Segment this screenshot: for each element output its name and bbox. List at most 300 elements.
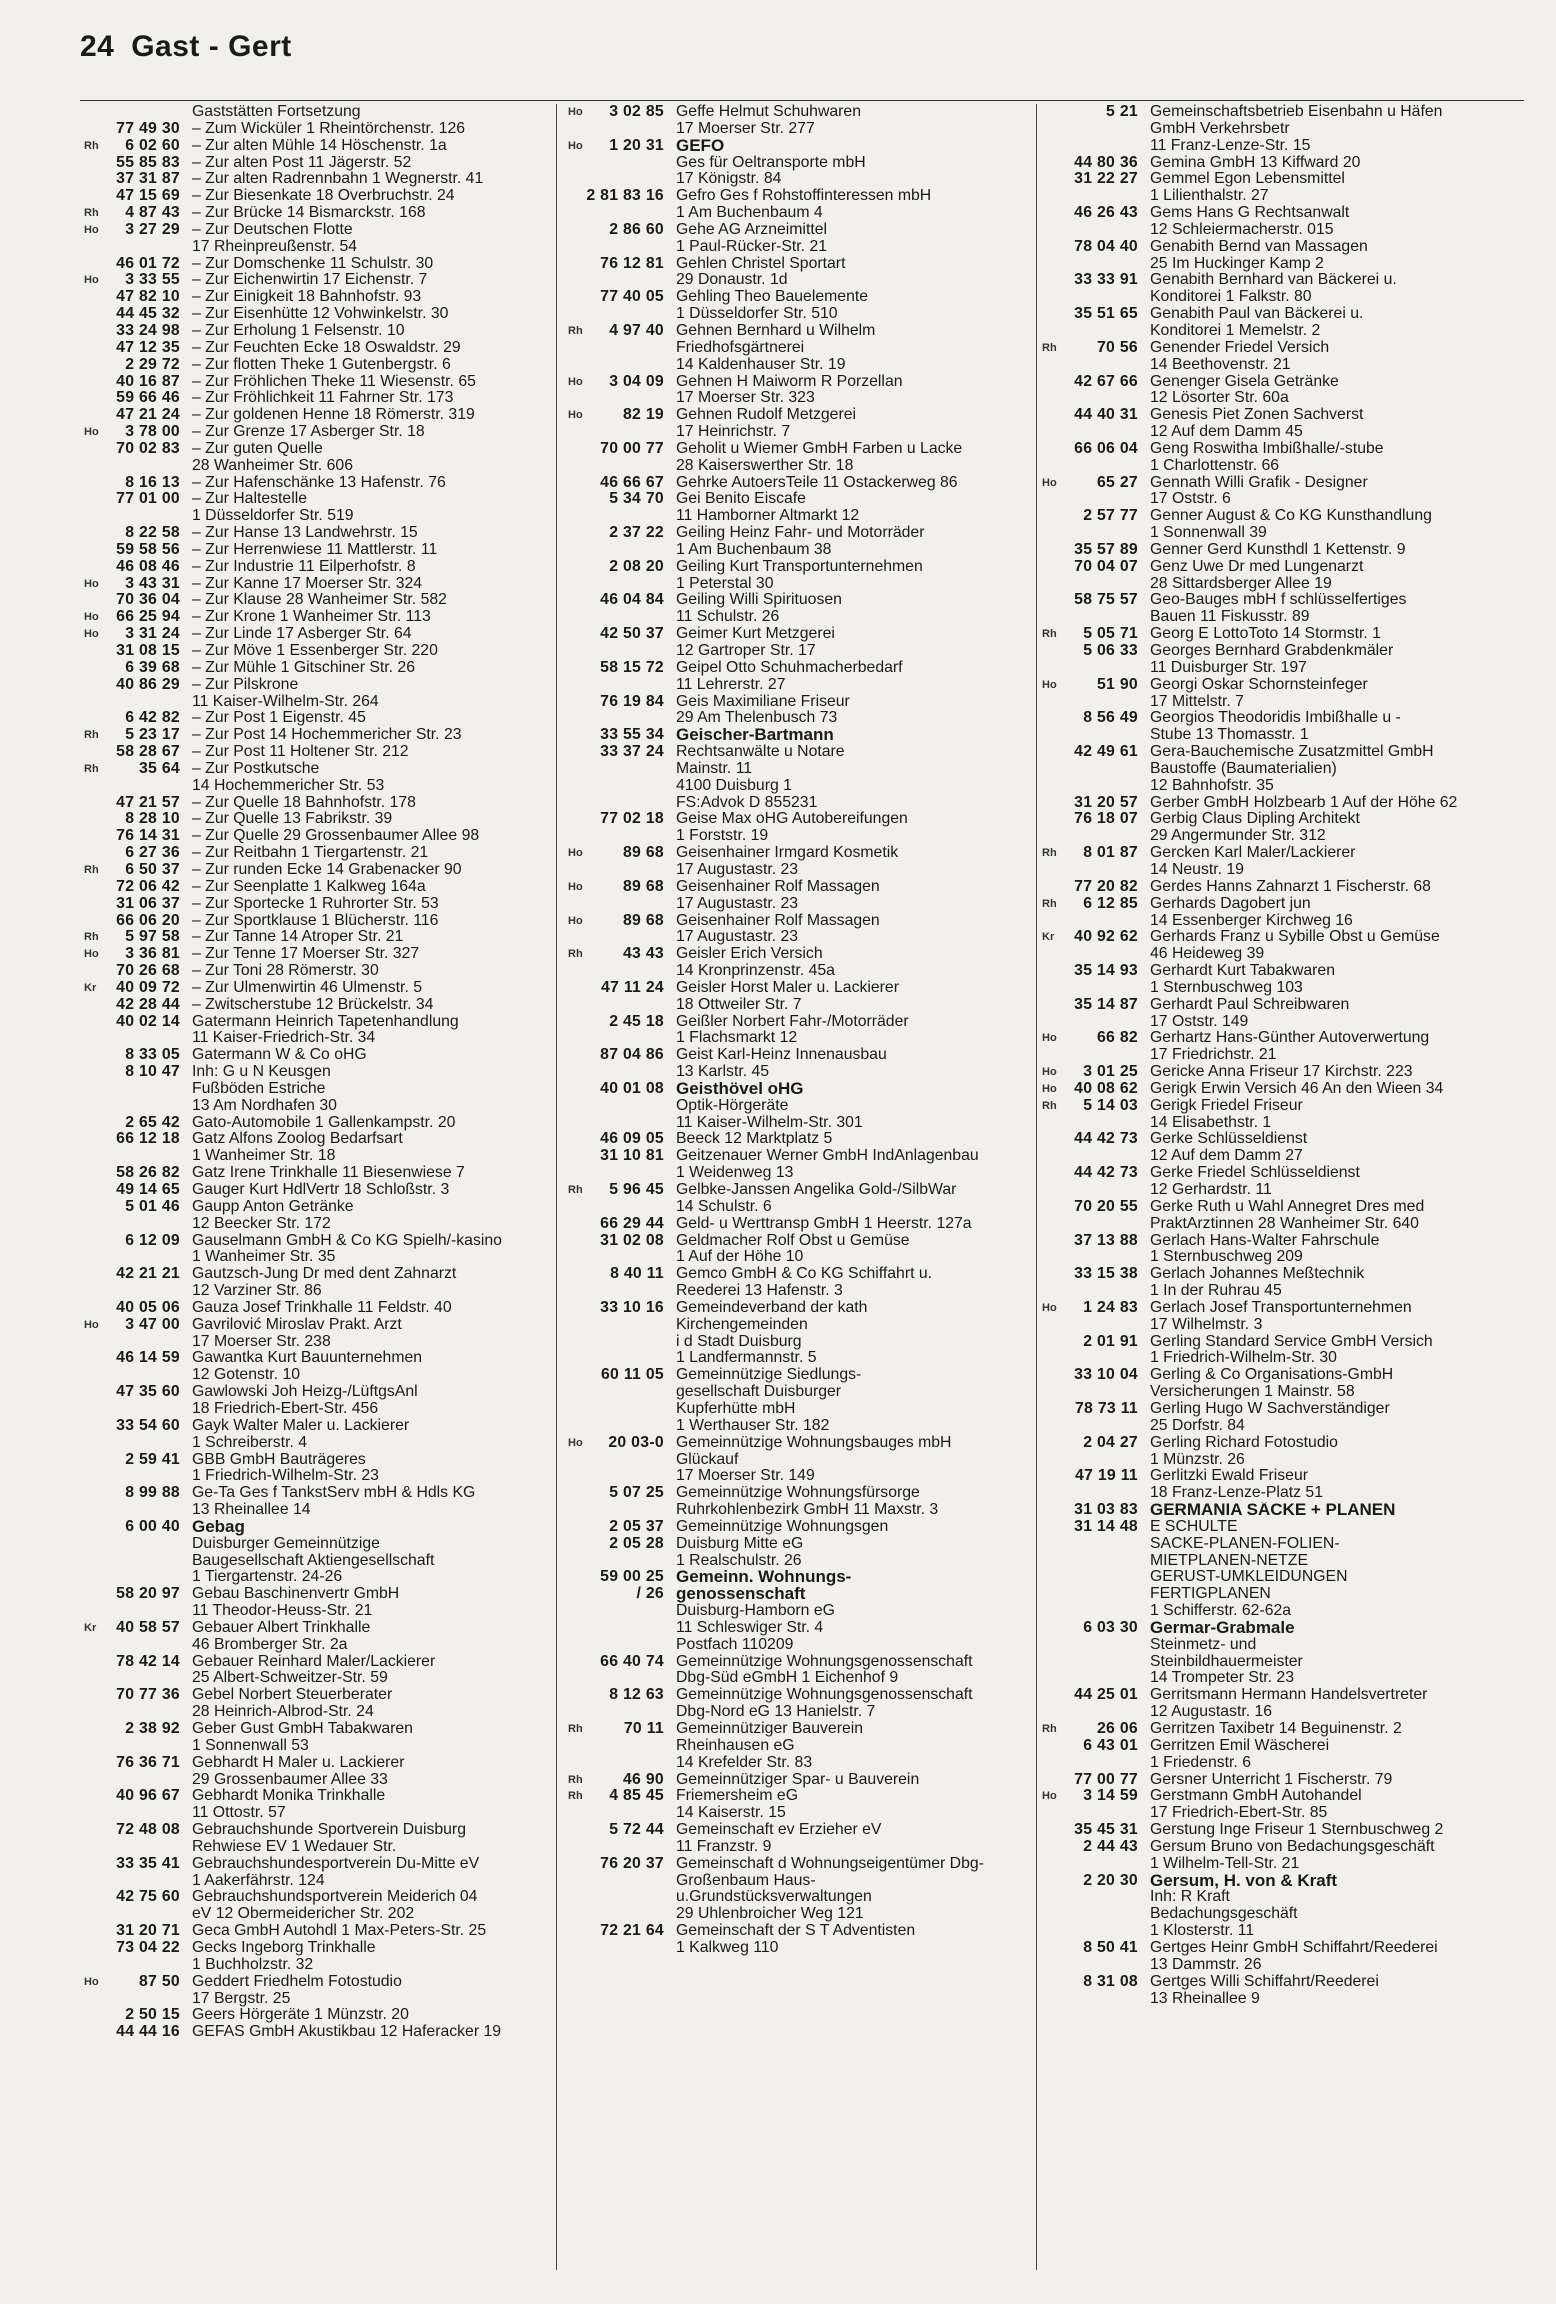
entry-text: 1 Sonnenwall 39 <box>1150 525 1267 542</box>
directory-column-1 <box>84 104 548 2274</box>
area-code <box>84 1014 102 1031</box>
directory-entry <box>84 374 548 391</box>
directory-entry <box>1042 407 1524 424</box>
directory-entry <box>1042 1923 1524 1940</box>
area-code <box>568 1165 586 1182</box>
directory-entry <box>1042 1131 1524 1148</box>
directory-entry <box>568 727 1026 744</box>
phone-number <box>1060 576 1150 593</box>
phone-number <box>1060 761 1150 778</box>
entry-text: 14 Hochemmericher Str. 53 <box>192 777 385 794</box>
directory-entry <box>568 171 1026 188</box>
entry-text: Duisburg Mitte eG <box>676 1535 804 1552</box>
phone-number <box>102 1670 192 1687</box>
area-code <box>1042 171 1060 188</box>
entry-text: Inh: G u N Keusgen <box>192 1064 331 1081</box>
area-code <box>1042 491 1060 508</box>
area-code <box>1042 1839 1060 1856</box>
entry-text: Bedachungsgeschäft <box>1150 1906 1298 1923</box>
phone-number <box>1060 1384 1150 1401</box>
area-code <box>1042 1519 1060 1536</box>
area-code <box>84 525 102 542</box>
entry-text: – Zur Seenplatte 1 Kalkweg 164a <box>192 878 426 895</box>
area-code <box>84 1131 102 1148</box>
phone-number <box>586 1283 676 1300</box>
entry-text: – Zur Klause 28 Wanheimer Str. 582 <box>192 592 447 609</box>
area-code <box>568 1553 586 1570</box>
phone-number: 6 03 30 <box>1083 1618 1138 1636</box>
entry-text: Gebauer Albert Trinkhalle <box>192 1619 371 1636</box>
phone-number <box>586 828 676 845</box>
directory-entry <box>568 1165 1026 1182</box>
area-code <box>84 896 102 913</box>
area-code <box>568 1216 586 1233</box>
area-code <box>568 1401 586 1418</box>
directory-entry <box>84 508 548 525</box>
area-code: Ho <box>1042 476 1057 489</box>
entry-text: 11 Lehrerstr. 27 <box>676 676 786 693</box>
directory-entry <box>84 1889 548 1906</box>
entry-text: Genner Gerd Kunsthdl 1 Kettenstr. 9 <box>1150 541 1406 558</box>
area-code <box>568 694 586 711</box>
directory-entry <box>84 1131 548 1148</box>
phone-number <box>102 1216 192 1233</box>
phone-number <box>586 1098 676 1115</box>
area-code <box>1042 1620 1060 1637</box>
directory-entry <box>1042 1468 1524 1485</box>
entry-text: Geiling Kurt Transportunternehmen <box>676 558 923 575</box>
directory-entry <box>1042 1047 1524 1064</box>
directory-entry <box>1042 1098 1524 1115</box>
phone-number <box>102 1603 192 1620</box>
entry-text: GEFAS GmbH Akustikbau 12 Haferacker 19 <box>192 2024 502 2041</box>
directory-entry <box>1042 559 1524 576</box>
directory-entry <box>1042 1839 1524 1856</box>
directory-entry <box>568 963 1026 980</box>
entry-text: Rechtsanwälte u Notare <box>676 744 845 761</box>
entry-text: – Zur Fröhlichkeit 11 Fahrner Str. 173 <box>192 390 454 407</box>
entry-text: – Zur Ulmenwirtin 46 Ulmenstr. 5 <box>192 979 423 996</box>
entry-text: – Zur Tenne 17 Moerser Str. 327 <box>192 946 420 963</box>
area-code <box>1042 1283 1060 1300</box>
area-code <box>568 1384 586 1401</box>
entry-text: 17 Augustastr. 23 <box>676 895 799 912</box>
entry-text: 29 Uhlenbroicher Weg 121 <box>676 1906 864 1923</box>
phone-number <box>1060 1637 1150 1654</box>
entry-text: Gehnen Bernhard u Wilhelm <box>676 322 876 339</box>
phone-number <box>586 1755 676 1772</box>
area-code: Kr <box>84 1621 97 1634</box>
column-divider <box>556 104 557 2270</box>
area-code <box>1042 811 1060 828</box>
phone-number <box>1060 1485 1150 1502</box>
entry-text: – Zur Post 11 Holtener Str. 212 <box>192 744 409 761</box>
entry-text: Gerritsmann Hermann Handelsvertreter <box>1150 1687 1428 1704</box>
entry-text: – Zur Domschenke 11 Schulstr. 30 <box>192 255 434 272</box>
area-code <box>1042 660 1060 677</box>
area-code: Rh <box>1042 847 1057 860</box>
entry-text: Geiling Willi Spirituosen <box>676 592 842 609</box>
directory-entry <box>1042 1148 1524 1165</box>
phone-number <box>1060 323 1150 340</box>
entry-text: Gaststätten Fortsetzung <box>192 104 361 120</box>
phone-number: 47 11 24 <box>600 978 664 996</box>
directory-entry <box>568 710 1026 727</box>
phone-number: 6 12 09 <box>125 1231 180 1249</box>
area-code <box>568 1064 586 1081</box>
directory-entry <box>1042 643 1524 660</box>
area-code <box>568 576 586 593</box>
phone-number: 40 09 72 <box>116 978 180 996</box>
phone-number: 76 14 31 <box>116 827 180 845</box>
directory-entry <box>1042 1704 1524 1721</box>
phone-number <box>102 1569 192 1586</box>
directory-entry <box>1042 963 1524 980</box>
area-code: Ho <box>568 847 583 860</box>
phone-number: 3 33 55 <box>125 271 180 289</box>
entry-text: 12 Gerhardstr. 11 <box>1150 1182 1272 1198</box>
directory-entry <box>84 946 548 963</box>
phone-number <box>102 1401 192 1418</box>
entry-text: – Zur Einigkeit 18 Bahnhofstr. 93 <box>192 289 422 306</box>
area-code <box>1042 609 1060 626</box>
directory-entry <box>84 340 548 357</box>
entry-text: 17 Friedrich-Ebert-Str. 85 <box>1150 1805 1328 1822</box>
area-code <box>1042 121 1060 138</box>
entry-text: – Zur Herrenwiese 11 Mattlerstr. 11 <box>192 541 438 558</box>
phone-number <box>586 458 676 475</box>
area-code <box>1042 138 1060 155</box>
phone-number <box>1060 121 1150 138</box>
entry-text: 17 Moerser Str. 238 <box>192 1333 331 1350</box>
phone-number: 37 31 87 <box>116 170 180 188</box>
phone-number: 6 00 40 <box>125 1517 180 1535</box>
phone-number: 5 97 58 <box>125 928 180 946</box>
area-code <box>568 289 586 306</box>
entry-text: 1 Aakerfährstr. 124 <box>192 1872 325 1889</box>
entry-text: Gemeinnützige Wohnungsgenossenschaft <box>676 1687 973 1704</box>
area-code <box>84 1788 102 1805</box>
directory-entry <box>568 1502 1026 1519</box>
directory-entry <box>84 997 548 1014</box>
directory-entry <box>568 441 1026 458</box>
entry-text: Gerhards Dagobert jun <box>1150 895 1311 912</box>
phone-number <box>102 1435 192 1452</box>
area-code: Kr <box>1042 931 1055 944</box>
directory-entry <box>84 138 548 155</box>
phone-number <box>102 458 192 475</box>
phone-number <box>102 508 192 525</box>
directory-entry <box>1042 475 1524 492</box>
entry-text: Geis Maximiliane Friseur <box>676 693 850 710</box>
entry-text: Gavrilović Miroslav Prakt. Arzt <box>192 1316 402 1333</box>
directory-entry <box>84 1030 548 1047</box>
area-code <box>84 643 102 660</box>
area-code <box>84 121 102 138</box>
area-code <box>84 1030 102 1047</box>
directory-entry <box>1042 744 1524 761</box>
area-code <box>1042 1115 1060 1132</box>
directory-entry <box>568 997 1026 1014</box>
directory-entry <box>84 1401 548 1418</box>
phone-number: 2 08 20 <box>609 557 664 575</box>
area-code <box>1042 1687 1060 1704</box>
entry-text: 29 Grossenbaumer Allee 33 <box>192 1771 388 1788</box>
directory-entry <box>84 1957 548 1974</box>
directory-entry <box>1042 357 1524 374</box>
directory-entry <box>1042 1519 1524 1536</box>
area-code: Ho <box>568 139 583 152</box>
phone-number: 58 75 57 <box>1074 591 1138 609</box>
area-code <box>568 1131 586 1148</box>
directory-entry <box>1042 1350 1524 1367</box>
area-code: Ho <box>84 1318 99 1331</box>
directory-entry <box>568 306 1026 323</box>
entry-text: MIETPLANEN-NETZE <box>1150 1552 1308 1569</box>
phone-number: 31 08 15 <box>116 642 180 659</box>
directory-entry <box>1042 1283 1524 1300</box>
entry-text: 1 Realschulstr. 26 <box>676 1552 802 1569</box>
entry-text: – Zur Feuchten Ecke 18 Oswaldstr. 29 <box>192 339 461 356</box>
phone-number: 2 04 27 <box>1083 1433 1138 1451</box>
directory-entry <box>568 1670 1026 1687</box>
area-code <box>568 660 586 677</box>
area-code <box>84 1468 102 1485</box>
phone-number <box>1060 913 1150 930</box>
entry-text: – Zur Post 14 Hochemmericher Str. 23 <box>192 727 462 744</box>
phone-number: 2 05 28 <box>609 1534 664 1552</box>
entry-text: Gerritzen Emil Wäscherei <box>1150 1737 1330 1754</box>
area-code <box>1042 289 1060 306</box>
page-header <box>80 30 292 64</box>
entry-text: Gericke Anna Friseur 17 Kirchstr. 223 <box>1150 1064 1413 1081</box>
area-code <box>568 778 586 795</box>
phone-number <box>586 862 676 879</box>
area-code <box>84 1435 102 1452</box>
area-code <box>1042 1334 1060 1351</box>
entry-text: Gehling Theo Bauelemente <box>676 289 869 306</box>
entry-text: Geimer Kurt Metzgerei <box>676 626 835 643</box>
area-code: Rh <box>1042 628 1057 641</box>
entry-text: 29 Donaustr. 1d <box>676 272 788 289</box>
area-code <box>84 239 102 256</box>
directory-entry <box>84 1755 548 1772</box>
area-code <box>568 1603 586 1620</box>
phone-number: 31 06 37 <box>116 894 180 912</box>
directory-entry <box>568 828 1026 845</box>
entry-text: 17 Wilhelmstr. 3 <box>1150 1316 1263 1333</box>
entry-text: 17 Augustastr. 23 <box>676 861 799 878</box>
entry-text: Genender Friedel Versich <box>1150 339 1330 356</box>
area-code <box>84 1603 102 1620</box>
phone-number <box>586 1030 676 1047</box>
area-code <box>1042 323 1060 340</box>
phone-number <box>586 1906 676 1923</box>
area-code <box>1042 1452 1060 1469</box>
directory-entry <box>84 929 548 946</box>
phone-number: 59 66 46 <box>116 389 180 407</box>
directory-entry <box>568 1536 1026 1553</box>
area-code <box>1042 1367 1060 1384</box>
phone-number <box>102 1772 192 1789</box>
entry-text: GmbH Verkehrsbetr <box>1150 120 1290 137</box>
directory-entry <box>568 1131 1026 1148</box>
area-code <box>84 660 102 677</box>
entry-text: Geise Max oHG Autobereifungen <box>676 811 908 828</box>
phone-number: 77 20 82 <box>1074 877 1138 895</box>
phone-number: 77 00 77 <box>1074 1770 1138 1788</box>
directory-entry <box>1042 727 1524 744</box>
area-code <box>568 744 586 761</box>
entry-text: Gerling Richard Fotostudio <box>1150 1434 1338 1451</box>
phone-number <box>1060 1670 1150 1687</box>
entry-text: 18 Ottweiler Str. 7 <box>676 996 802 1013</box>
directory-entry <box>568 1468 1026 1485</box>
phone-number: 8 31 08 <box>1083 1972 1138 1990</box>
phone-number <box>586 1940 676 1957</box>
phone-number: 58 26 82 <box>116 1164 180 1182</box>
area-code <box>84 1452 102 1469</box>
directory-entry <box>1042 1906 1524 1923</box>
entry-text: 13 Rheinallee 9 <box>1150 1990 1260 2007</box>
phone-number: 73 04 22 <box>116 1938 180 1956</box>
phone-number <box>1060 1906 1150 1923</box>
phone-number <box>586 1317 676 1334</box>
phone-number: 20 03-0 <box>608 1433 664 1451</box>
entry-text: 29 Am Thelenbusch 73 <box>676 710 838 727</box>
phone-number <box>1060 1418 1150 1435</box>
directory-entry <box>1042 677 1524 694</box>
directory-entry <box>1042 155 1524 172</box>
directory-entry <box>84 828 548 845</box>
area-code <box>568 1839 586 1856</box>
phone-number: 6 50 37 <box>125 860 180 878</box>
entry-text: – Zur Krone 1 Wanheimer Str. 113 <box>192 609 431 626</box>
directory-entry <box>84 1906 548 1923</box>
area-code <box>568 1300 586 1317</box>
entry-text: Gayk Walter Maler u. Lackierer <box>192 1417 410 1434</box>
entry-text: Gerke Ruth u Wahl Annegret Dres med <box>1150 1198 1425 1215</box>
phone-number: 3 27 29 <box>125 220 180 238</box>
phone-number: 2 45 18 <box>609 1012 664 1030</box>
entry-text: 11 Duisburger Str. 197 <box>1150 659 1307 676</box>
phone-number: 35 57 89 <box>1074 540 1138 558</box>
phone-number: 3 04 09 <box>609 372 664 390</box>
area-code <box>84 1300 102 1317</box>
phone-number <box>102 1553 192 1570</box>
phone-number <box>586 542 676 559</box>
area-code <box>1042 374 1060 391</box>
directory-entry <box>1042 1738 1524 1755</box>
area-code <box>568 390 586 407</box>
area-code <box>568 1906 586 1923</box>
directory-entry <box>84 980 548 997</box>
entry-text: 11 Hamborner Altmarkt 12 <box>676 508 860 525</box>
directory-entry <box>84 1654 548 1671</box>
phone-number: 4 85 45 <box>609 1787 664 1805</box>
entry-text: 17 Rheinpreußenstr. 54 <box>192 238 358 255</box>
directory-entry <box>568 1873 1026 1890</box>
directory-entry <box>84 1940 548 1957</box>
phone-number: 46 01 72 <box>116 254 180 272</box>
directory-entry <box>84 744 548 761</box>
entry-text: 1 Paul-Rücker-Str. 21 <box>676 238 828 255</box>
phone-number <box>1060 1654 1150 1671</box>
entry-text: 12 Gartroper Str. 17 <box>676 643 816 659</box>
entry-text: Genner August & Co KG Kunsthandlung <box>1150 508 1432 525</box>
phone-number <box>1060 946 1150 963</box>
phone-number <box>102 1704 192 1721</box>
directory-entry <box>1042 525 1524 542</box>
area-code <box>1042 188 1060 205</box>
area-code <box>1042 1233 1060 1250</box>
directory-entry <box>84 239 548 256</box>
page-number: 24 <box>80 30 115 63</box>
phone-number: 6 39 68 <box>125 658 180 676</box>
directory-entry <box>84 660 548 677</box>
area-code <box>1042 1569 1060 1586</box>
directory-entry <box>568 1317 1026 1334</box>
directory-entry <box>568 1300 1026 1317</box>
area-code <box>1042 592 1060 609</box>
area-code <box>84 1384 102 1401</box>
directory-entry <box>568 1923 1026 1940</box>
phone-number: 42 28 44 <box>116 995 180 1013</box>
phone-number <box>586 1468 676 1485</box>
directory-entry <box>84 1317 548 1334</box>
phone-number: 33 24 98 <box>116 321 180 339</box>
directory-entry <box>84 1772 548 1789</box>
area-code <box>568 1047 586 1064</box>
phone-number: 76 19 84 <box>600 692 664 710</box>
directory-entry <box>568 1519 1026 1536</box>
entry-text: Gerdes Hanns Zahnarzt 1 Fischerstr. 68 <box>1150 878 1431 895</box>
area-code <box>1042 1856 1060 1873</box>
area-code <box>84 2007 102 2024</box>
directory-entry <box>84 626 548 643</box>
directory-entry <box>84 1586 548 1603</box>
entry-text: Gertges Willi Schiffahrt/Reederei <box>1150 1973 1379 1990</box>
directory-entry <box>1042 710 1524 727</box>
directory-entry <box>1042 1030 1524 1047</box>
phone-number <box>1060 862 1150 879</box>
phone-number <box>586 357 676 374</box>
directory-entry <box>84 845 548 862</box>
area-code <box>1042 1805 1060 1822</box>
entry-text: Duisburg-Hamborn eG <box>676 1603 835 1620</box>
directory-entry <box>84 1704 548 1721</box>
area-code <box>1042 1468 1060 1485</box>
entry-text: Gera-Bauchemische Zusatzmittel GmbH <box>1150 744 1434 761</box>
phone-number: 70 20 55 <box>1074 1197 1138 1215</box>
entry-text: Gemco GmbH & Co KG Schiffahrt u. <box>676 1266 933 1283</box>
phone-number <box>1060 1216 1150 1233</box>
phone-number <box>1060 424 1150 441</box>
area-code <box>1042 1502 1060 1519</box>
area-code <box>568 1452 586 1469</box>
area-code <box>84 1687 102 1704</box>
area-code: Ho <box>84 611 99 624</box>
phone-number: 5 05 71 <box>1083 625 1138 643</box>
area-code <box>84 1889 102 1906</box>
phone-number: 33 15 38 <box>1074 1265 1138 1283</box>
entry-text: Geisler Erich Versich <box>676 946 823 963</box>
directory-entry <box>1042 1401 1524 1418</box>
phone-number <box>102 1991 192 2008</box>
directory-entry <box>1042 1452 1524 1469</box>
entry-text: Geffe Helmut Schuhwaren <box>676 104 861 120</box>
area-code <box>1042 155 1060 172</box>
